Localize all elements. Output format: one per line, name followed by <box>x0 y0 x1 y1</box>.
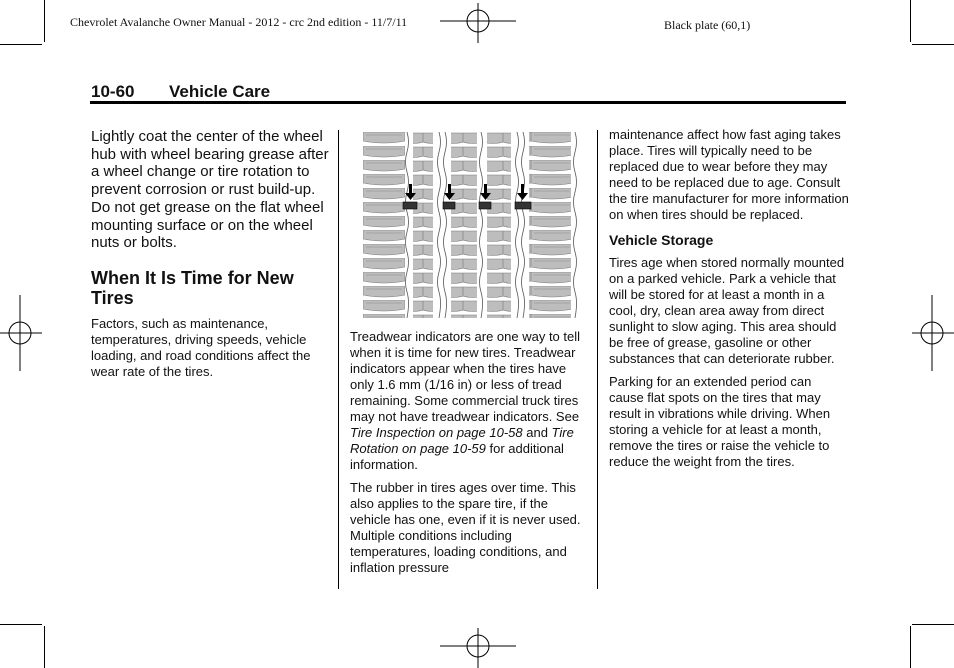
new-tires-heading: When It Is Time for New Tires <box>91 267 294 308</box>
vehicle-storage-heading: Vehicle Storage <box>609 232 714 248</box>
tire-rotation-link[interactable]: Tire Rotation on page 10-59 <box>350 425 574 456</box>
treadwear-paragraph: Treadwear indicators are one way to tell when it is time for new tires. Treadwear indicators appear when the tires have only 1.6 mm (1/16 in) or less of tread remaining. Some commercial truck tires may not have treadwear indicators. See Tire Inspection on page 10-58 and Tire Rotation on page 10-59 for additional information. <box>350 329 581 472</box>
column-1 <box>91 128 331 380</box>
registration-mark-right <box>912 295 954 371</box>
header-rule <box>90 101 846 104</box>
tire-treadwear-indicator-icon <box>363 132 585 318</box>
print-header-title: Chevrolet Avalanche Owner Manual - 2012 - crc 2nd edition - 11/7/11 <box>70 15 408 29</box>
aging-continued-paragraph: maintenance affect how fast aging takes place. Tires will typically need to be replaced due to wear before they may need to be replaced due to age. Consult the tire manufacturer for more information on when tires should be replaced. <box>609 127 849 222</box>
column-divider-2 <box>597 130 598 589</box>
print-header-plate: Black plate (60,1) <box>664 18 751 32</box>
page-number: 10-60 <box>91 82 135 101</box>
column-3 <box>609 127 849 470</box>
registration-mark-bottom <box>440 628 516 668</box>
section-header <box>91 82 270 102</box>
wheel-hub-paragraph: Lightly coat the center of the wheel hub with wheel bearing grease after a wheel change or tire rotation to prevent corrosion or rust build-up. Do not get grease on the flat wheel mounting surface or on the wheel nuts or bolts. <box>91 128 329 252</box>
tire-inspection-link[interactable]: Tire Inspection on page 10-58 <box>350 425 523 440</box>
column-2 <box>350 132 590 576</box>
registration-mark-top <box>440 3 516 43</box>
flat-spots-paragraph: Parking for an extended period can cause flat spots on the tires that may result in vibrations while driving. When storing a vehicle for at least a month, remove the tires or raise the vehicle to reduce the weight from the tires. <box>609 374 831 469</box>
registration-mark-left <box>0 295 42 371</box>
column-divider-1 <box>338 130 339 589</box>
storage-paragraph: Tires age when stored normally mounted on a parked vehicle. Park a vehicle that will be stored for at least a month in a cool, dry, clean area away from direct sunlight to slow aging. This area should be free of grease, gasoline or other substances that can deteriorate rubber. <box>609 255 845 366</box>
section-title: Vehicle Care <box>169 82 271 101</box>
tire-aging-paragraph: The rubber in tires ages over time. This also applies to the spare tire, if the vehicle has one, even if it is never used. Multiple conditions including temperatures, loading conditions, and inflation pressure <box>350 480 581 575</box>
wear-factors-paragraph: Factors, such as maintenance, temperatures, driving speeds, vehicle loading, and road conditions affect the wear rate of the tires. <box>91 315 311 379</box>
